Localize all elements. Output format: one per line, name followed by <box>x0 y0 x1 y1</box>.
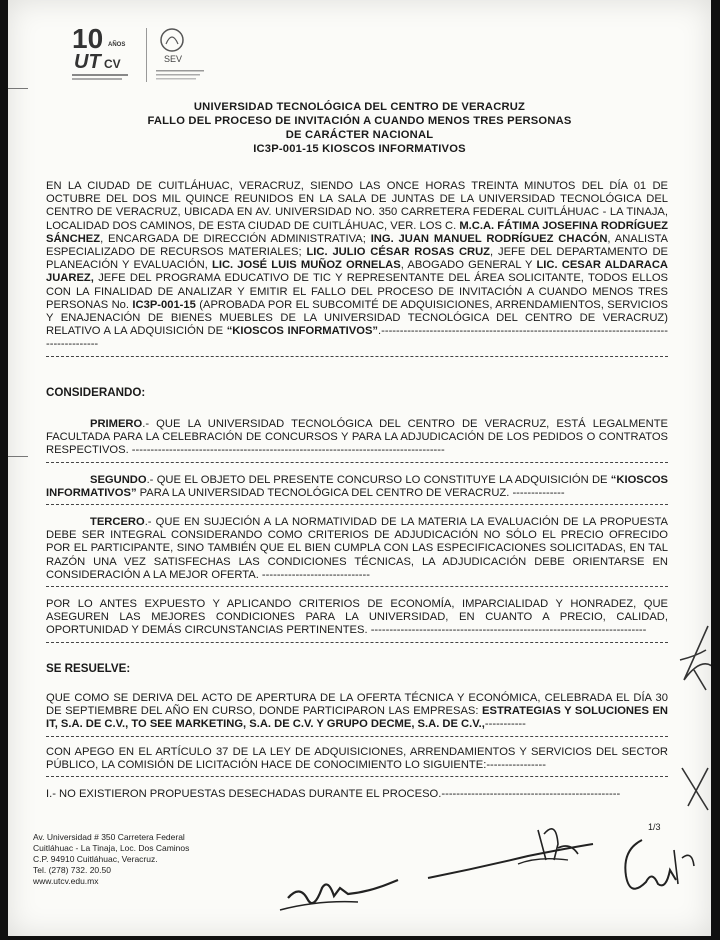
header-character: DE CARÁCTER NACIONAL <box>285 129 434 141</box>
logo-ut-anos: AÑOS <box>108 42 126 48</box>
primero-paragraph: PRIMERO.- QUE LA UNIVERSIDAD TECNOLÓGICA DEL CENTRO DE VERACRUZ, ESTÁ LEGALMENTE FACULTADA PARA LA CELEBRACIÓN DE CONCURSOS Y PARA LA ADJUDICACIÓN DE LOS PEDIDOS O CONTRATOS RESPECTIVOS. ------------------------------------------------------------------------------------ <box>46 418 668 469</box>
signature-1 <box>278 840 418 920</box>
footer-address: Av. Universidad # 350 Carretera Federal Cuitláhuac - La Tinaja, Loc. Dos Caminos C.P. 94910 Cuitláhuac, Veracruz. Tel. (278) 732. 20.50 www.utcv.edu.mx <box>33 832 190 886</box>
page-number: 1/3 <box>648 822 661 832</box>
logo-ut-letters: UT <box>74 51 101 73</box>
header-process: FALLO DEL PROCESO DE INVITACIÓN A CUANDO MENOS TRES PERSONAS <box>147 115 572 127</box>
tercero-paragraph: TERCERO.- QUE EN SUJECIÓN A LA NORMATIVIDAD DE LA MATERIA LA EVALUACIÓN DE LA PROPUESTA DEBE SER INTEGRAL CONSIDERANDO COMO CRITERIOS DE ADJUDICACIÓN NO SÓLO EL PRECIO OFRECIDO POR EL PARTICIPANTE, SINO TAMBIÉN QUE EL BIEN CUMPLA CON LAS ESPECIFICACIONES SOLICITADAS, EN TAL RAZÓN UNA VEZ SATISFECHAS LAS CONDICIONES TÉCNICAS, LA ADJUDICACIÓN DEBE ORIENTARSE EN CONSIDERACIÓN A LA MEJOR OFERTA. ----------------------------- <box>46 516 668 593</box>
dash-line <box>46 355 668 357</box>
resuelve-paragraph-1: QUE COMO SE DERIVA DEL ACTO DE APERTURA DE LA OFERTA TÉCNICA Y ECONÓMICA, CELEBRADA EL DÍA 30 DE SEPTIEMBRE DEL AÑO EN CURSO, DONDE PARTICIPARON LAS EMPRESAS: ESTRATEGIAS Y SOLUCIONES EN IT, S.A. DE C.V., TO SEE MARKETING, S.A. DE C.V. Y GRUPO DECME, S.A. DE C.V.,----------- <box>46 692 668 743</box>
margin-mark <box>678 760 711 820</box>
segundo-paragraph: SEGUNDO.- QUE EL OBJETO DEL PRESENTE CONCURSO LO CONSTITUYE LA ADQUISICIÓN DE “KIOSCOS INFORMATIVOS” PARA LA UNIVERSIDAD TECNOLÓGICA DEL CENTRO DE VERACRUZ. -------------- <box>46 474 668 511</box>
utcv-10-anos-logo <box>68 22 140 86</box>
sev-logo <box>154 24 212 86</box>
resuelve-heading: SE RESUELVE: <box>46 662 131 675</box>
header-institution: UNIVERSIDAD TECNOLÓGICA DEL CENTRO DE VERACRUZ <box>193 101 526 113</box>
resuelve-paragraph-3: I.- NO EXISTIERON PROPUESTAS DESECHADAS DURANTE EL PROCESO.------------------------------------------------ <box>46 788 621 800</box>
signature-2 <box>418 810 608 890</box>
document-page <box>8 0 711 936</box>
margin-tick <box>8 88 28 89</box>
logo-ut-number: 10 <box>72 23 104 54</box>
margin-initials <box>670 620 711 700</box>
por-lo-antes-paragraph: POR LO ANTES EXPUESTO Y APLICANDO CRITERIOS DE ECONOMÍA, IMPARCIALIDAD Y HONRADEZ, QUE ASEGUREN LAS MEJORES CONDICIONES PARA LA UNIVERSIDAD, EN CUANTO A PRECIO, CALIDAD, OPORTUNIDAD Y DEMÁS CIRCUNSTANCIAS PERTINENTES. -------------------------------------------------------------------------- <box>46 598 668 649</box>
margin-tick <box>8 456 28 457</box>
considerando-heading: CONSIDERANDO: <box>46 386 146 399</box>
signature-3 <box>612 810 702 910</box>
intro-paragraph: EN LA CIUDAD DE CUITLÁHUAC, VERACRUZ, SIENDO LAS ONCE HORAS TREINTA MINUTOS DEL DÍA 01 DE OCTUBRE DEL DOS MIL QUINCE REUNIDOS EN LA SALA DE JUNTAS DE LA UNIVERSIDAD TECNOLÓGICA DEL CENTRO DE VERACRUZ, UBICADA EN AV. UNIVERSIDAD NO. 350 CARRETERA FEDERAL CUITLÁHUAC - LA TINAJA, LOCALIDAD DOS CAMINOS, DE ESTA CIUDAD DE CUITLÁHUAC, VER. LOS C. M.C.A. FÁTIMA JOSEFINA RODRÍGUEZ SÁNCHEZ, ENCARGADA DE DIRECCIÓN ADMINISTRATIVA; ING. JUAN MANUEL RODRÍGUEZ CHACÓN, ANALISTA ESPECIALIZADO DE RECURSOS MATERIALES; LIC. JULIO CÉSAR ROSAS CRUZ, JEFE DEL DEPARTAMENTO DE PLANEACIÓN Y EVALUACIÓN, LIC. JOSÉ LUIS MUÑOZ ORNELAS, ABOGADO GENERAL Y LIC. CESAR ALDARACA JUAREZ, JEFE DEL PROGRAMA EDUCATIVO DE TIC Y REPRESENTANTE DEL ÁREA SOLICITANTE, TODOS ELLOS CON LA FINALIDAD DE ANALIZAR Y EMITIR EL FALLO DEL PROCESO DE INVITACIÓN A CUANDO MENOS TRES PERSONAS No. IC3P-001-15 (APROBADA POR EL SUBCOMITÉ DE ADQUISICIONES, ARRENDAMIENTOS, SERVICIOS Y ENAJENACIÓN DE BIENES MUEBLES DE LA UNIVERSIDAD TECNOLÓGICA DEL CENTRO DE VERACRUZ) RELATIVO A LA ADQUISICIÓN DE “KIOSCOS INFORMATIVOS”.------------------------------------------------------------------------------------------- <box>46 180 668 363</box>
header-code: IC3P-001-15 KIOSCOS INFORMATIVOS <box>253 143 466 155</box>
resuelve-paragraph-2: CON APEGO EN EL ARTÍCULO 37 DE LA LEY DE ADQUISICIONES, ARRENDAMIENTOS Y SERVICIOS DEL SECTOR PÚBLICO, LA COMISIÓN DE LICITACIÓN HACE DE CONOCIMIENTO LO SIGUIENTE:---------------- <box>46 746 668 783</box>
logo-ut-cv: CV <box>104 57 121 71</box>
logo-divider <box>146 28 147 82</box>
document-header <box>8 100 711 156</box>
logo-sev-text: SEV <box>164 54 183 64</box>
